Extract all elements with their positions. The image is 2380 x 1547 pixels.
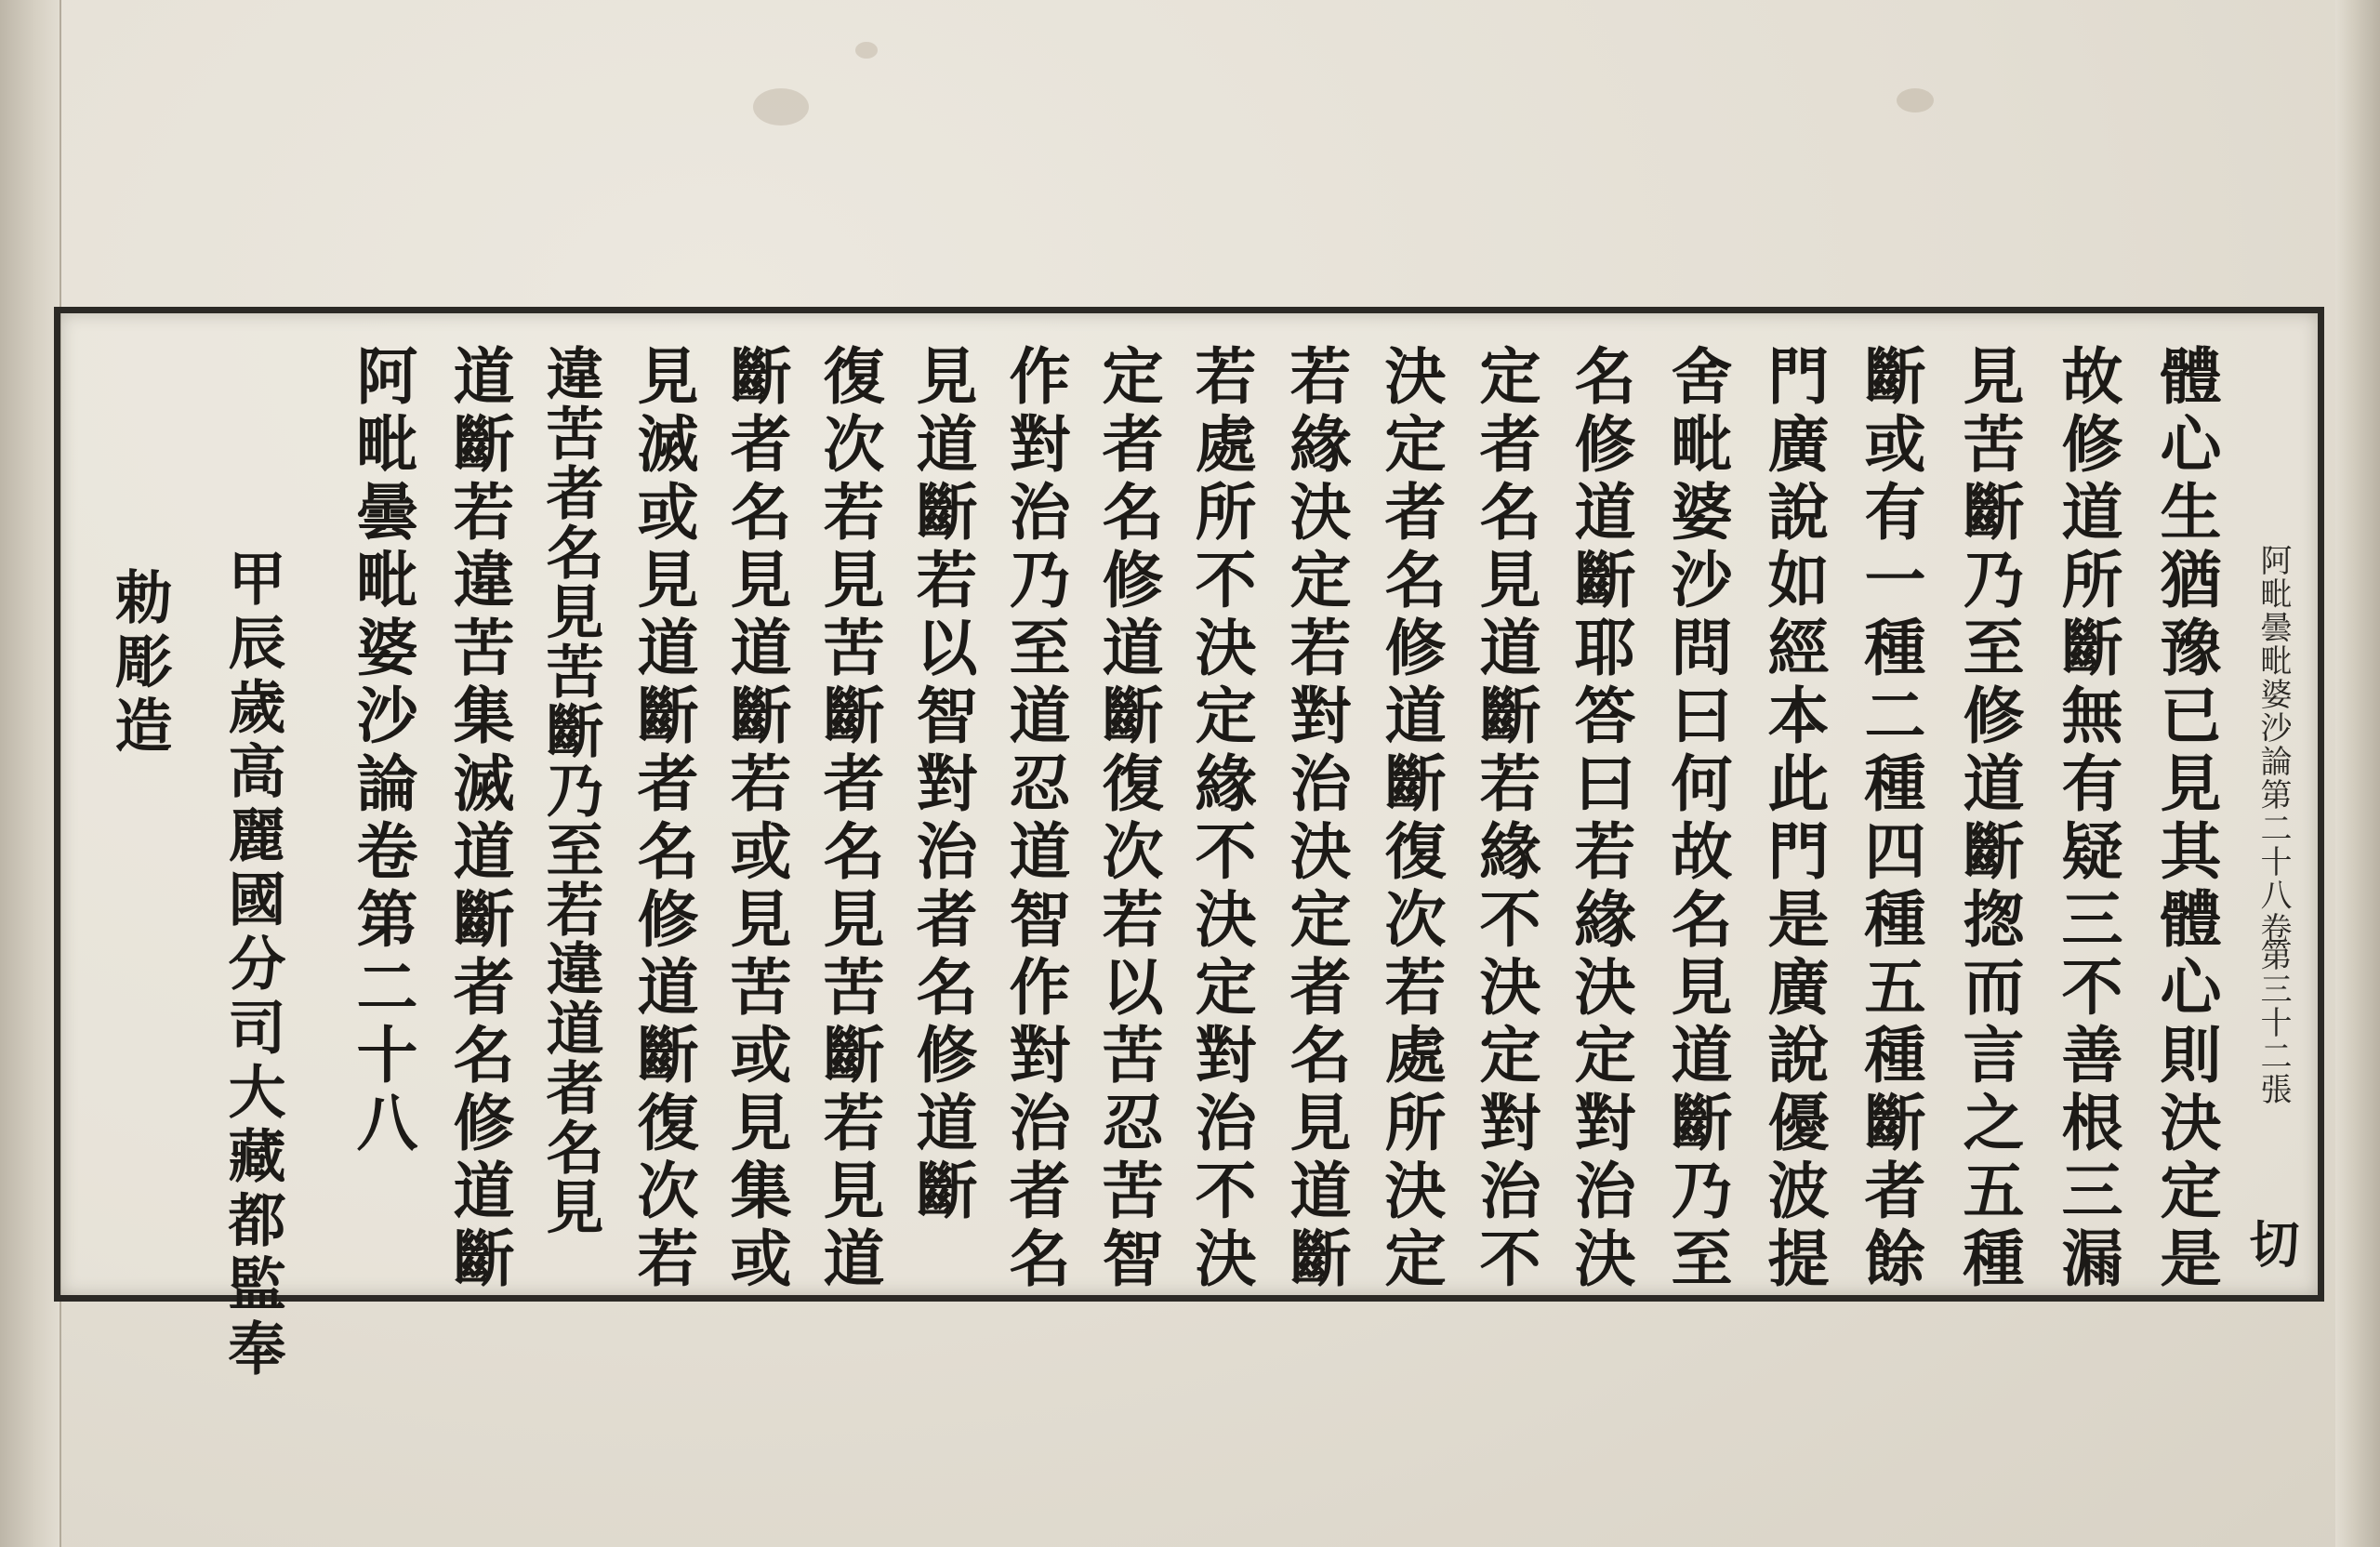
left-page-edge: [0, 0, 61, 1547]
text-column: 道斷若違苦集滅道斷者名修道斷: [443, 344, 515, 1294]
text-column: 復次若見苦斷者名見苦斷若見道: [813, 344, 885, 1294]
text-column: 違苦者名見苦斷乃至若違道者名見: [536, 344, 604, 1236]
colophon-line-2: 勅彫造: [105, 567, 173, 760]
paper-stain: [855, 42, 878, 59]
text-column: 見滅或見道斷者名修道斷復次若: [627, 344, 699, 1294]
text-column: 見苦斷乃至修道斷揔而言之五種: [1952, 344, 2025, 1294]
volume-end-title: 阿毗曇毗婆沙論卷第二十八: [346, 344, 418, 1158]
right-page-edge: [2335, 0, 2380, 1547]
text-column: 決定者名修道斷復次若處所決定: [1374, 344, 1447, 1294]
text-column: 體心生猶豫已見其體心則決定是: [2149, 344, 2222, 1294]
cut-mark: 切: [2241, 1218, 2301, 1275]
paper-stain: [1897, 88, 1934, 112]
text-column: 若緣決定若對治決定者名見道斷: [1279, 344, 1352, 1294]
text-column: 門廣說如經本此門是廣說優波提: [1757, 344, 1830, 1294]
text-column: 斷者名見道斷若或見苦或見集或: [720, 344, 792, 1294]
sutra-title-header: 阿毗曇毗婆沙論第二十八卷: [2254, 544, 2292, 945]
colophon-line: 甲辰歲高麗國分司大藏都監奉: [218, 549, 286, 1382]
sheet-number: 第三十二張: [2254, 939, 2292, 1106]
text-column: 定者名修道斷復次若以苦忍苦智: [1091, 344, 1164, 1294]
paper-stain: [753, 88, 809, 126]
text-column: 故修道所斷無有疑三不善根三漏: [2051, 344, 2123, 1294]
text-column: 名修道斷耶答曰若緣決定對治決: [1564, 344, 1636, 1294]
text-column: 舍毗婆沙問曰何故名見道斷乃至: [1660, 344, 1733, 1294]
text-column: 見道斷若以智對治者名修道斷: [906, 344, 978, 1226]
text-column: 若處所不決定緣不決定對治不決: [1184, 344, 1257, 1294]
text-column: 斷或有一種二種四種五種斷者餘: [1854, 344, 1926, 1294]
text-column: 定者名見道斷若緣不決定對治不: [1469, 344, 1541, 1294]
text-column: 作對治乃至道忍道智作對治者名: [998, 344, 1071, 1294]
